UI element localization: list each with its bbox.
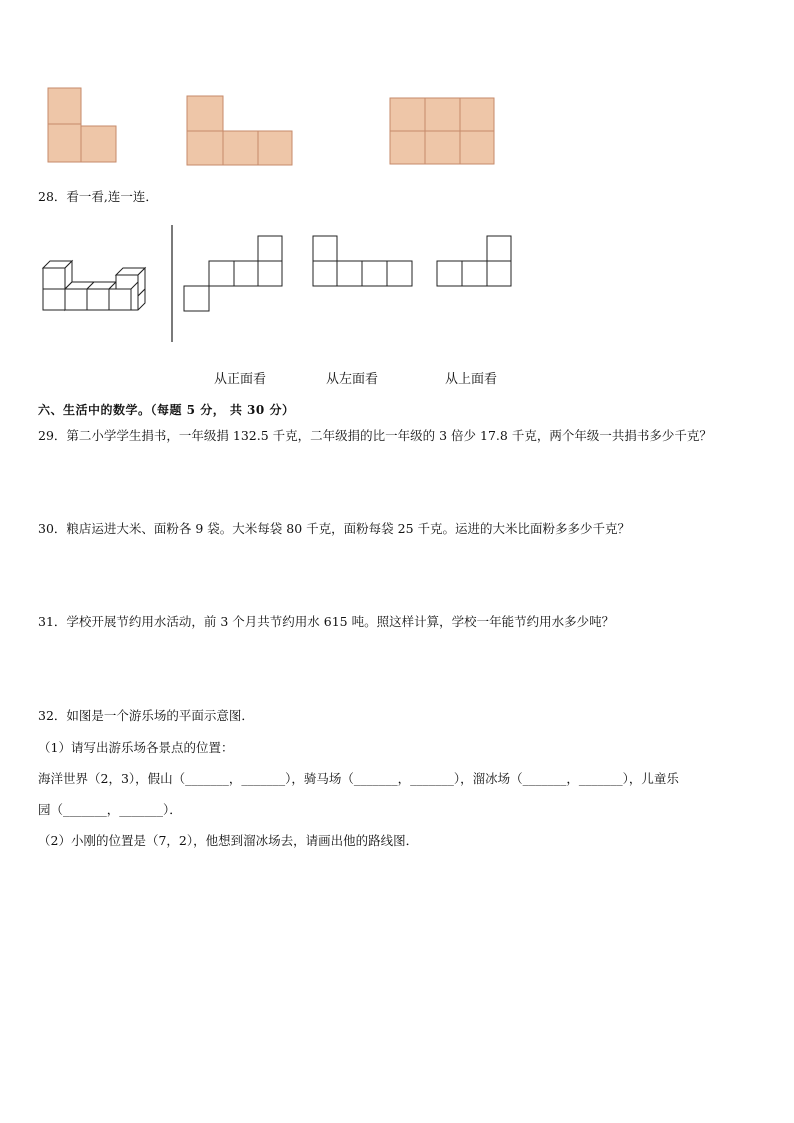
question-31: 31．学校开展节约用水活动，前 3 个月共节约用水 615 吨。照这样计算，学校一年能节约用水多少吨？ — [38, 614, 615, 629]
q28-title: 28．看一看,连一连． — [38, 189, 158, 204]
section-6-title: 六、生活中的数学。（每题 5 分， 共 30 分） — [38, 403, 295, 417]
caption-front-view: 从正面看 — [214, 372, 267, 387]
question-32-part1-line1: 海洋世界（2，3），假山（_______，_______），骑马场（_______，_______），溜冰场（_______，_______），儿童乐 — [38, 771, 679, 786]
caption-left-view: 从左面看 — [326, 372, 379, 387]
question-32-part1-line2: 园（_______，_______）． — [38, 802, 182, 817]
question-32-part1-label: （1）请写出游乐场各景点的位置： — [38, 740, 234, 755]
caption-top-view: 从上面看 — [445, 372, 498, 387]
question-32-title: 32．如图是一个游乐场的平面示意图． — [38, 708, 254, 723]
question-32-part2: （2）小刚的位置是（7，2），他想到溜冰场去，请画出他的路线图． — [38, 833, 419, 848]
view-grid-3 — [0, 0, 520, 300]
question-29: 29．第二小学学生捐书，一年级捐 132.5 千克，二年级捐的比一年级的 3 倍少 17.8 千克，两个年级一共捐书多少千克？ — [38, 428, 712, 443]
question-30: 30．粮店运进大米、面粉各 9 袋。大米每袋 80 千克，面粉每袋 25 千克。运进的大米比面粉多多少千克？ — [38, 521, 631, 536]
